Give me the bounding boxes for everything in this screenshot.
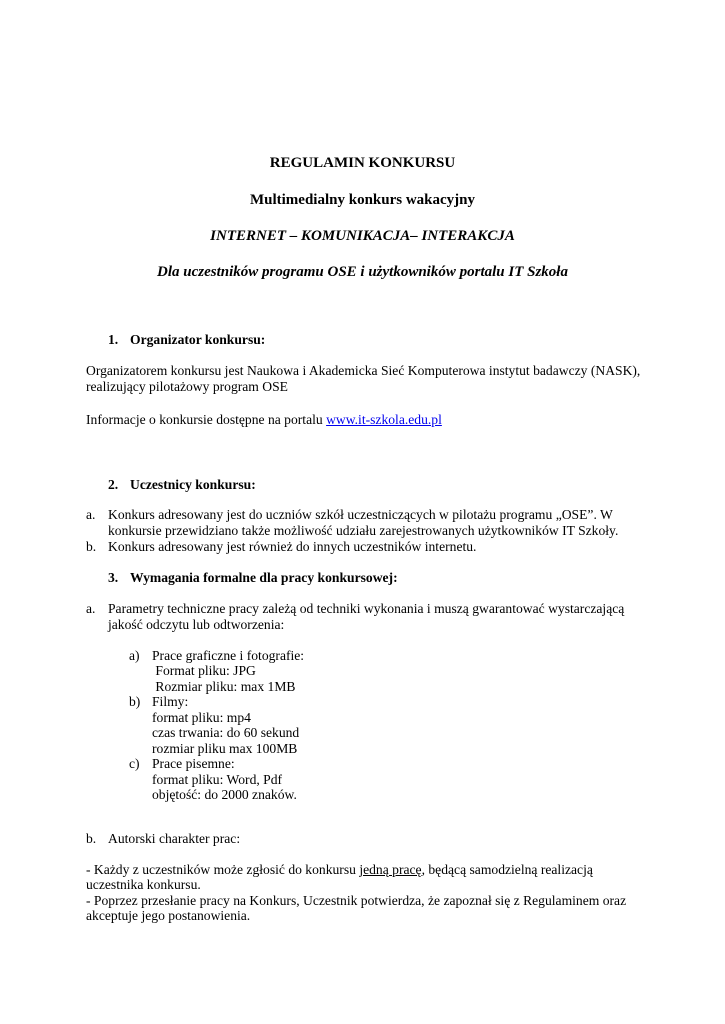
section2-number: 2. [108,477,119,492]
subitem-b-line1: format pliku: mp4 [152,710,251,725]
contest-theme: INTERNET – KOMUNIKACJA– INTERAKCJA [210,228,515,244]
rule1-post: , będącą samodzielną realizacją [421,862,593,877]
subitem-a-line2: Rozmiar pliku: max 1MB [152,679,296,694]
section3-number: 3. [108,570,119,585]
rule1-line2: uczestnika konkursu. [86,877,201,892]
section2-item-b-marker: b. [86,539,97,554]
section3-b-text: Autorski charakter prac: [108,831,241,846]
rule2-line1: - Poprzez przesłanie pracy na Konkurs, Uczestnik potwierdza, że zapoznał się z Regulaminem oraz [86,893,627,908]
section2-heading: Uczestnicy konkursu: [130,477,256,492]
section1-heading: Organizator konkursu: [130,332,266,347]
rule2-line2: akceptuje jego postanowienia. [86,908,251,923]
subitem-c-marker: c) [129,756,140,771]
section3-a-line1: Parametry techniczne pracy zależą od techniki wykonania i muszą gwarantować wystarczającą [108,601,625,616]
subitem-b-marker: b) [129,694,141,709]
rule1-line1 [86,862,593,878]
contest-audience: Dla uczestników programu OSE i użytkowników portalu IT Szkoła [157,264,568,280]
section1-para1-line1: Organizatorem konkursu jest Naukowa i Akademicka Sieć Komputerowa instytut badawczy (NASK), [86,363,641,378]
rule1-underlined: jedną pracę [359,862,422,877]
section2-item-a-line1: Konkurs adresowany jest do uczniów szkół uczestniczących w pilotażu programu „OSE”. W [108,507,613,522]
document-title: REGULAMIN KONKURSU [269,155,456,171]
section3-a-marker: a. [86,601,96,616]
subitem-c-line2: objętość: do 2000 znaków. [152,787,297,802]
subitem-c-line1: format pliku: Word, Pdf [152,772,283,787]
subitem-a-title: Prace graficzne i fotografie: [152,648,305,663]
section2-item-a-line2: konkursie przewidziano także możliwość udziału zarejestrowanych użytkowników IT Szkoły. [108,523,619,538]
section3-b-marker: b. [86,831,97,846]
subitem-b-title: Filmy: [152,694,189,709]
section2-item-b-line1: Konkurs adresowany jest również do innych uczestników internetu. [108,539,477,554]
section1-para1-line2: realizujący pilotażowy program OSE [86,379,288,394]
section3-a-line2: jakość odczytu lub odtworzenia: [108,617,285,632]
section1-para2-text: Informacje o konkursie dostępne na portalu [86,412,327,427]
subitem-b-line3: rozmiar pliku max 100MB [152,741,298,756]
section1-para2 [86,412,442,428]
rule1-pre: - Każdy z uczestników może zgłosić do konkursu [86,862,360,877]
subitem-b-line2: czas trwania: do 60 sekund [152,725,300,740]
subitem-c-title: Prace pisemne: [152,756,235,771]
section2-item-a-marker: a. [86,507,96,522]
section1-number: 1. [108,332,119,347]
portal-link[interactable]: www.it-szkola.edu.pl [326,412,442,427]
subitem-a-line1: Format pliku: JPG [152,663,256,678]
document-subtitle: Multimedialny konkurs wakacyjny [249,192,476,208]
subitem-a-marker: a) [129,648,140,663]
section3-heading: Wymagania formalne dla pracy konkursowej: [130,570,398,585]
